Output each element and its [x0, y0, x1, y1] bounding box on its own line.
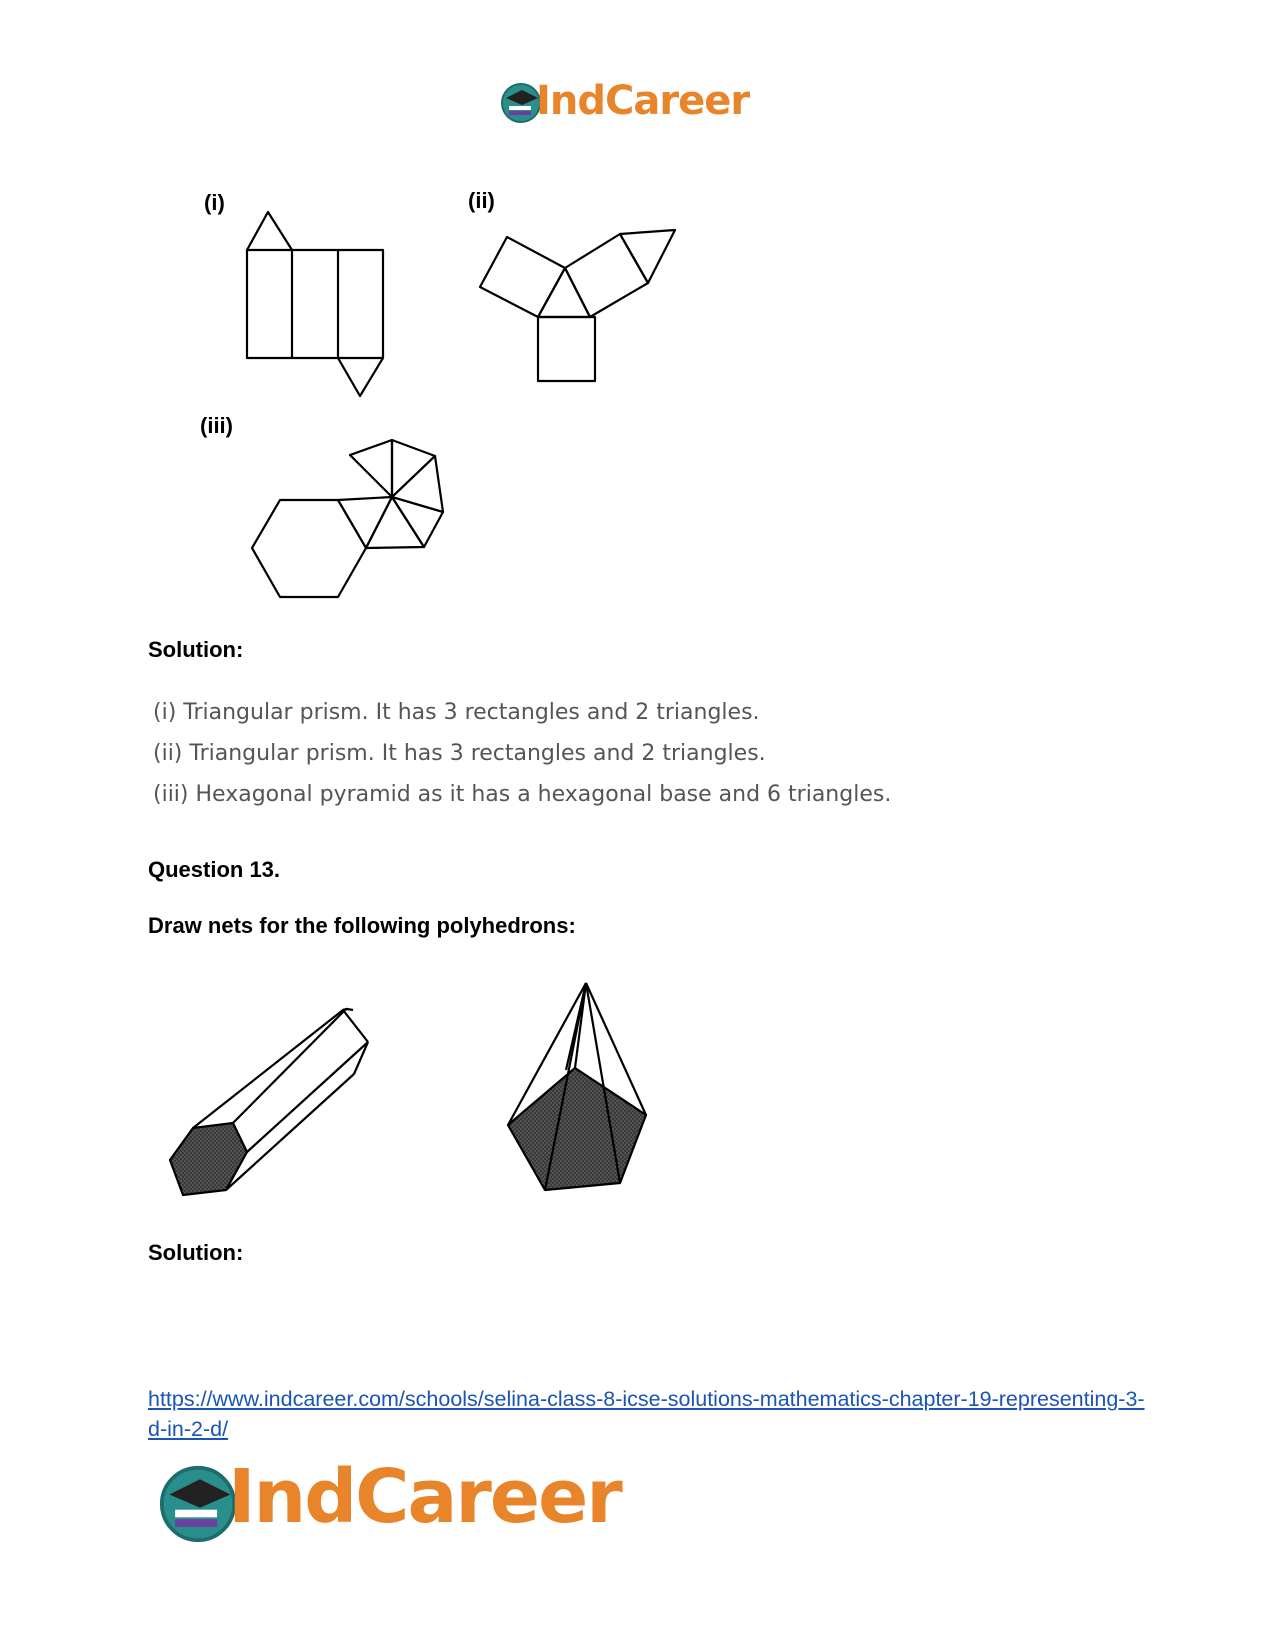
answer-line-i: (i) Triangular prism. It has 3 rectangles and 2 triangles. — [153, 700, 760, 725]
answer-line-ii: (ii) Triangular prism. It has 3 rectangles and 2 triangles. — [153, 741, 766, 766]
solution-heading-q13: Solution: — [148, 1240, 244, 1265]
figure-label-i: (i) — [204, 190, 225, 215]
footer-logo-text: IndCareer — [228, 1454, 621, 1540]
footer-logo — [158, 1454, 698, 1550]
solution-heading: Solution: — [148, 637, 244, 662]
header-logo-text: IndCareer — [536, 78, 750, 124]
answer-line-iii: (iii) Hexagonal pyramid as it has a hexagonal base and 6 triangles. — [153, 782, 892, 807]
logo-globe-icon — [158, 1464, 238, 1544]
figure-label-ii: (ii) — [468, 188, 495, 213]
source-url-link[interactable]: https://www.indcareer.com/schools/selina-class-8-icse-solutions-mathematics-chapter-19-representing-3-d-in-2-d/ — [148, 1387, 1145, 1441]
figure-label-iii: (iii) — [200, 413, 233, 438]
question-prompt: Draw nets for the following polyhedrons: — [148, 913, 576, 938]
question-heading: Question 13. — [148, 857, 281, 882]
